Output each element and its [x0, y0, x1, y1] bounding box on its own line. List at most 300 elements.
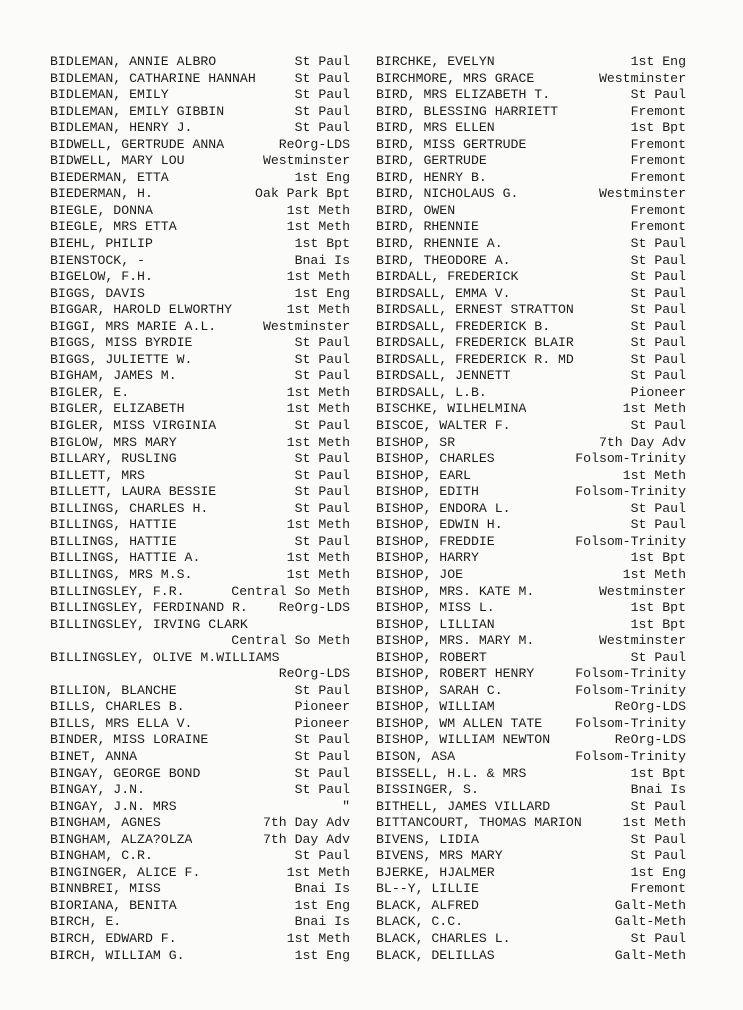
entry-name: BISHOP, HARRY — [376, 550, 479, 566]
index-entry — [50, 948, 350, 965]
index-entry — [376, 501, 686, 518]
entry-name: BILLINGSLEY, OLIVE M.WILLIAMS — [50, 649, 280, 665]
entry-church: Galt-Meth — [614, 897, 686, 913]
entry-name: BIENSTOCK, - — [50, 252, 145, 268]
index-entry — [376, 186, 686, 203]
index-entry — [50, 401, 350, 418]
entry-church: 1st Eng — [294, 169, 350, 185]
entry-church: Fremont — [630, 103, 686, 119]
index-entry — [50, 484, 350, 501]
entry-name: BISHOP, JOE — [376, 566, 464, 582]
entry-church: St Paul — [630, 831, 686, 847]
entry-name: BISHOP, ROBERT HENRY — [376, 666, 535, 682]
entry-name: BINGAY, J.N. — [50, 782, 145, 798]
index-entry — [50, 120, 350, 137]
index-entry — [376, 484, 686, 501]
entry-name: BIRDSALL, ERNEST STRATTON — [376, 302, 574, 318]
index-entry — [50, 385, 350, 402]
entry-church: St Paul — [294, 732, 350, 748]
index-entry — [376, 534, 686, 551]
index-entry — [50, 87, 350, 104]
index-entry — [376, 286, 686, 303]
entry-church: St Paul — [630, 848, 686, 864]
index-entry — [376, 650, 686, 667]
entry-church: ReOrg-LDS — [278, 136, 350, 152]
entry-church: Fremont — [630, 219, 686, 235]
entry-church: Westminster — [598, 186, 686, 202]
index-entry — [376, 385, 686, 402]
entry-church: St Paul — [630, 368, 686, 384]
entry-name: BIGLER, MISS VIRGINIA — [50, 418, 217, 434]
entry-name: BIEHL, PHILIP — [50, 236, 153, 252]
entry-church: 1st Meth — [622, 401, 686, 417]
index-entry — [50, 650, 350, 683]
right-column — [376, 54, 686, 964]
index-entry — [50, 534, 350, 551]
entry-church: 1st Meth — [286, 930, 350, 946]
entry-name: BIDLEMAN, ANNIE ALBRO — [50, 54, 217, 69]
index-entry — [376, 137, 686, 154]
entry-church: 7th Day Adv — [262, 815, 350, 831]
index-entry — [50, 236, 350, 253]
entry-church: St Paul — [294, 484, 350, 500]
index-entry — [376, 104, 686, 121]
entry-church: 1st Bpt — [630, 765, 686, 781]
entry-church: 1st Bpt — [294, 236, 350, 252]
entry-name: BISHOP, SR — [376, 434, 456, 450]
index-entry — [376, 799, 686, 816]
entry-church: St Paul — [294, 765, 350, 781]
index-entry — [50, 567, 350, 584]
entry-church: 1st Eng — [294, 285, 350, 301]
entry-church: Folsom-Trinity — [575, 533, 686, 549]
entry-name: BIRD, RHENNIE A. — [376, 236, 503, 252]
entry-church: ReOrg-LDS — [614, 732, 686, 748]
entry-name: BIGGS, DAVIS — [50, 285, 145, 301]
entry-name: BIRD, RHENNIE — [376, 219, 479, 235]
index-entry — [50, 286, 350, 303]
entry-church: St Paul — [294, 103, 350, 119]
entry-name: BIRCHKE, EVELYN — [376, 54, 495, 69]
entry-name: BIRD, HENRY B. — [376, 169, 487, 185]
entry-name: BIRDSALL, L.B. — [376, 384, 487, 400]
entry-church: ReOrg-LDS — [278, 600, 350, 616]
entry-church: St Paul — [630, 87, 686, 103]
entry-church: 1st Meth — [286, 550, 350, 566]
index-entry — [376, 236, 686, 253]
entry-church: Pioneer — [294, 699, 350, 715]
index-entry — [376, 931, 686, 948]
entry-church: Westminster — [262, 153, 350, 169]
index-entry — [376, 782, 686, 799]
entry-name: BIRCHMORE, MRS GRACE — [376, 70, 535, 86]
entry-church: 1st Bpt — [630, 120, 686, 136]
entry-church: Folsom-Trinity — [575, 451, 686, 467]
entry-church: Folsom-Trinity — [575, 484, 686, 500]
entry-name: BIRD, OWEN — [376, 202, 456, 218]
index-entry — [50, 253, 350, 270]
entry-church: St Paul — [630, 302, 686, 318]
index-entry — [376, 54, 686, 71]
entry-church: Folsom-Trinity — [575, 715, 686, 731]
index-entry — [376, 219, 686, 236]
entry-name: BIRD, NICHOLAUS G. — [376, 186, 519, 202]
entry-church: St Paul — [630, 930, 686, 946]
entry-name: BINGAY, J.N. MRS — [50, 798, 177, 814]
index-entry — [376, 749, 686, 766]
entry-name: BIEDERMAN, H. — [50, 186, 153, 202]
entry-church: Fremont — [630, 136, 686, 152]
entry-name: BISHOP, WM ALLEN TATE — [376, 715, 543, 731]
index-entry — [50, 749, 350, 766]
entry-name: BISHOP, MRS. KATE M. — [376, 583, 535, 599]
index-entry — [50, 352, 350, 369]
index-entry — [376, 451, 686, 468]
index-entry — [50, 865, 350, 882]
index-entry — [376, 153, 686, 170]
index-entry — [376, 848, 686, 865]
index-entry — [376, 766, 686, 783]
entry-church: St Paul — [294, 500, 350, 516]
entry-name: BILLARY, RUSLING — [50, 451, 177, 467]
entry-church: St Paul — [294, 848, 350, 864]
entry-name: BIDWELL, MARY LOU — [50, 153, 185, 169]
entry-name: BINGHAM, AGNES — [50, 815, 161, 831]
entry-church: 1st Meth — [286, 302, 350, 318]
index-entry — [50, 931, 350, 948]
entry-church: Galt-Meth — [614, 947, 686, 963]
entry-name: BILLINGS, HATTIE — [50, 517, 177, 533]
entry-name: BILLINGSLEY, FERDINAND R. — [50, 600, 248, 616]
entry-name: BIRCH, E. — [50, 914, 122, 930]
index-entry — [50, 137, 350, 154]
entry-church: 1st Eng — [294, 947, 350, 963]
index-entry — [50, 203, 350, 220]
index-entry — [50, 418, 350, 435]
entry-church: 1st Meth — [622, 566, 686, 582]
entry-name: BIRD, THEODORE A. — [376, 252, 511, 268]
index-entry — [50, 898, 350, 915]
entry-name: BIEDERMAN, ETTA — [50, 169, 169, 185]
entry-church: 1st Meth — [286, 864, 350, 880]
entry-name: BILLINGS, HATTIE A. — [50, 550, 201, 566]
index-entry — [50, 848, 350, 865]
entry-church: 1st Meth — [286, 434, 350, 450]
index-entry — [50, 550, 350, 567]
entry-church: St Paul — [630, 418, 686, 434]
entry-name: BIDWELL, GERTRUDE ANNA — [50, 136, 225, 152]
entry-church: St Paul — [294, 87, 350, 103]
entry-name: BIRD, MRS ELIZABETH T. — [376, 87, 551, 103]
index-entry — [50, 302, 350, 319]
entry-church: Pioneer — [630, 384, 686, 400]
entry-name: BISHOP, SARAH C. — [376, 682, 503, 698]
index-entry — [50, 584, 350, 601]
entry-church: 1st Meth — [286, 202, 350, 218]
index-entry — [50, 799, 350, 816]
entry-church: St Paul — [294, 351, 350, 367]
entry-name: BINGHAM, C.R. — [50, 848, 153, 864]
entry-name: BISHOP, MISS L. — [376, 600, 495, 616]
entry-name: BLACK, DELILLAS — [376, 947, 495, 963]
entry-church: St Paul — [294, 120, 350, 136]
entry-church: Westminster — [598, 583, 686, 599]
entry-church: St Paul — [630, 335, 686, 351]
index-entry — [50, 914, 350, 931]
index-entry — [50, 319, 350, 336]
index-entry — [376, 71, 686, 88]
entry-name: BISON, ASA — [376, 748, 456, 764]
entry-name: BINET, ANNA — [50, 748, 138, 764]
entry-church: Central So Meth — [231, 633, 350, 649]
index-entry — [376, 865, 686, 882]
entry-name: BILLS, CHARLES B. — [50, 699, 185, 715]
entry-name: BINGINGER, ALICE F. — [50, 864, 201, 880]
entry-name: BISHOP, ROBERT — [376, 649, 487, 665]
entry-church: 1st Meth — [286, 517, 350, 533]
index-entry — [376, 302, 686, 319]
entry-church: 1st Meth — [286, 566, 350, 582]
entry-name: BILLINGS, HATTIE — [50, 533, 177, 549]
entry-church: St Paul — [294, 533, 350, 549]
index-entry — [50, 269, 350, 286]
index-entry — [376, 633, 686, 650]
entry-name: BIRD, BLESSING HARRIETT — [376, 103, 559, 119]
index-entry — [50, 600, 350, 617]
entry-church: Fremont — [630, 202, 686, 218]
entry-church: Oak Park Bpt — [255, 186, 350, 202]
entry-church: St Paul — [630, 269, 686, 285]
index-entry — [376, 881, 686, 898]
entry-church: St Paul — [630, 517, 686, 533]
index-entry — [50, 683, 350, 700]
index-entry — [50, 617, 350, 650]
index-entry — [376, 683, 686, 700]
entry-name: BILLION, BLANCHE — [50, 682, 177, 698]
index-entry — [376, 87, 686, 104]
entry-church: Fremont — [630, 169, 686, 185]
entry-name: BISHOP, EDITH — [376, 484, 479, 500]
entry-name: BISHOP, MRS. MARY M. — [376, 633, 535, 649]
index-entry — [50, 815, 350, 832]
entry-church: St Paul — [630, 500, 686, 516]
entry-church: St Paul — [294, 682, 350, 698]
entry-church: Bnai Is — [294, 881, 350, 897]
index-entry — [50, 435, 350, 452]
index-entry — [50, 54, 350, 71]
entry-church: 7th Day Adv — [262, 831, 350, 847]
index-entry — [376, 948, 686, 965]
entry-church: St Paul — [294, 418, 350, 434]
entry-church: St Paul — [294, 451, 350, 467]
entry-name: BIRDSALL, FREDERICK R. MD — [376, 351, 574, 367]
entry-church: ReOrg-LDS — [614, 699, 686, 715]
entry-church: 1st Eng — [630, 864, 686, 880]
index-entry — [376, 699, 686, 716]
entry-church: 1st Meth — [622, 815, 686, 831]
entry-name: BISHOP, EARL — [376, 467, 471, 483]
entry-church: St Paul — [630, 236, 686, 252]
entry-name: BIRDSALL, FREDERICK BLAIR — [376, 335, 574, 351]
entry-church: Bnai Is — [294, 252, 350, 268]
entry-name: BIGHAM, JAMES M. — [50, 368, 177, 384]
index-entry — [50, 881, 350, 898]
index-entry — [376, 253, 686, 270]
entry-name: BISHOP, WILLIAM NEWTON — [376, 732, 551, 748]
index-entry — [376, 914, 686, 931]
entry-church: Central So Meth — [231, 583, 350, 599]
entry-name: BITHELL, JAMES VILLARD — [376, 798, 551, 814]
entry-church: St Paul — [294, 368, 350, 384]
entry-name: BIRCH, WILLIAM G. — [50, 947, 185, 963]
index-entry — [376, 335, 686, 352]
entry-name: BISHOP, CHARLES — [376, 451, 495, 467]
index-entry — [376, 815, 686, 832]
index-entry — [376, 600, 686, 617]
entry-church: St Paul — [294, 467, 350, 483]
index-entry — [376, 517, 686, 534]
entry-name: BILLINGSLEY, F.R. — [50, 583, 185, 599]
index-entry — [50, 766, 350, 783]
entry-church: Fremont — [630, 881, 686, 897]
index-entry — [50, 732, 350, 749]
entry-church: Westminster — [598, 70, 686, 86]
entry-name: BILLETT, MRS — [50, 467, 145, 483]
entry-church: St Paul — [294, 782, 350, 798]
entry-name: BINNBREI, MISS — [50, 881, 161, 897]
index-entry — [376, 550, 686, 567]
entry-church: 1st Meth — [622, 467, 686, 483]
entry-name: BISSINGER, S. — [376, 782, 479, 798]
entry-name: BILLINGS, MRS M.S. — [50, 566, 193, 582]
entry-church: 1st Meth — [286, 384, 350, 400]
left-column — [50, 54, 350, 964]
entry-name: BIDLEMAN, CATHARINE HANNAH — [50, 70, 256, 86]
index-entry — [376, 666, 686, 683]
entry-name: BIDLEMAN, EMILY — [50, 87, 169, 103]
entry-name: BL--Y, LILLIE — [376, 881, 479, 897]
index-entry — [376, 716, 686, 733]
entry-name: BIORIANA, BENITA — [50, 897, 177, 913]
entry-church: 1st Meth — [286, 401, 350, 417]
index-entry — [50, 716, 350, 733]
entry-church: Galt-Meth — [614, 914, 686, 930]
entry-church: Bnai Is — [630, 782, 686, 798]
entry-name: BIGLOW, MRS MARY — [50, 434, 177, 450]
index-entry — [376, 368, 686, 385]
entry-name: BIDLEMAN, HENRY J. — [50, 120, 193, 136]
entry-church: Folsom-Trinity — [575, 666, 686, 682]
entry-church: Pioneer — [294, 715, 350, 731]
entry-church: St Paul — [630, 798, 686, 814]
entry-church: Bnai Is — [294, 914, 350, 930]
entry-name: BIDLEMAN, EMILY GIBBIN — [50, 103, 225, 119]
entry-name: BISHOP, WILLIAM — [376, 699, 495, 715]
entry-name: BINDER, MISS LORAINE — [50, 732, 209, 748]
entry-church: 1st Meth — [286, 219, 350, 235]
index-entry — [376, 401, 686, 418]
entry-name: BINGHAM, ALZA?OLZA — [50, 831, 193, 847]
entry-church: 1st Bpt — [630, 616, 686, 632]
entry-church: 1st Bpt — [630, 550, 686, 566]
entry-church: St Paul — [630, 285, 686, 301]
entry-church: 1st Eng — [294, 897, 350, 913]
index-entry — [50, 153, 350, 170]
entry-name: BIRDSALL, JENNETT — [376, 368, 511, 384]
index-entry — [376, 120, 686, 137]
index-entry — [50, 782, 350, 799]
index-entry — [50, 368, 350, 385]
index-entry — [376, 203, 686, 220]
entry-name: BIRDSALL, FREDERICK B. — [376, 318, 551, 334]
entry-name: BIRDALL, FREDERICK — [376, 269, 519, 285]
entry-name: BINGAY, GEORGE BOND — [50, 765, 201, 781]
entry-church: " — [342, 798, 350, 814]
entry-church: St Paul — [294, 748, 350, 764]
entry-name: BIGGS, JULIETTE W. — [50, 351, 193, 367]
index-entry — [376, 617, 686, 634]
entry-church: 1st Eng — [630, 54, 686, 69]
entry-name: BIEGLE, DONNA — [50, 202, 153, 218]
index-entry — [50, 468, 350, 485]
entry-church: St Paul — [294, 54, 350, 69]
entry-church: Westminster — [598, 633, 686, 649]
entry-church: 1st Meth — [286, 269, 350, 285]
entry-name: BJERKE, HJALMER — [376, 864, 495, 880]
index-entry — [376, 584, 686, 601]
entry-name: BIGGS, MISS BYRDIE — [50, 335, 193, 351]
entry-name: BIRCH, EDWARD F. — [50, 930, 177, 946]
index-entry — [376, 170, 686, 187]
entry-church: ReOrg-LDS — [278, 666, 350, 682]
entry-name: BITTANCOURT, THOMAS MARION — [376, 815, 582, 831]
entry-church: St Paul — [630, 351, 686, 367]
entry-name: BILLS, MRS ELLA V. — [50, 715, 193, 731]
index-entry — [50, 451, 350, 468]
entry-name: BLACK, ALFRED — [376, 897, 479, 913]
entry-name: BIRD, MISS GERTRUDE — [376, 136, 527, 152]
entry-church: 7th Day Adv — [598, 434, 686, 450]
index-entry — [376, 418, 686, 435]
entry-name: BIGGAR, HAROLD ELWORTHY — [50, 302, 233, 318]
entry-church: St Paul — [630, 252, 686, 268]
index-entry — [50, 170, 350, 187]
index-entry — [50, 335, 350, 352]
index-entry — [376, 468, 686, 485]
index-entry — [50, 699, 350, 716]
entry-name: BIRDSALL, EMMA V. — [376, 285, 511, 301]
entry-name: BISHOP, LILLIAN — [376, 616, 495, 632]
entry-church: 1st Bpt — [630, 600, 686, 616]
entry-church: Westminster — [262, 318, 350, 334]
index-entry — [376, 352, 686, 369]
index-entry — [376, 567, 686, 584]
entry-name: BLACK, C.C. — [376, 914, 464, 930]
index-entry — [50, 186, 350, 203]
entry-name: BISHOP, ENDORA L. — [376, 500, 511, 516]
entry-name: BISSELL, H.L. & MRS — [376, 765, 527, 781]
index-entry — [50, 832, 350, 849]
index-entry — [50, 501, 350, 518]
index-entry — [376, 269, 686, 286]
entry-name: BIVENS, LIDIA — [376, 831, 479, 847]
index-entry — [50, 517, 350, 534]
entry-name: BILLETT, LAURA BESSIE — [50, 484, 217, 500]
index-entry — [376, 319, 686, 336]
entry-name: BILLINGSLEY, IRVING CLARK — [50, 616, 248, 632]
index-entry — [376, 435, 686, 452]
entry-church: Folsom-Trinity — [575, 748, 686, 764]
